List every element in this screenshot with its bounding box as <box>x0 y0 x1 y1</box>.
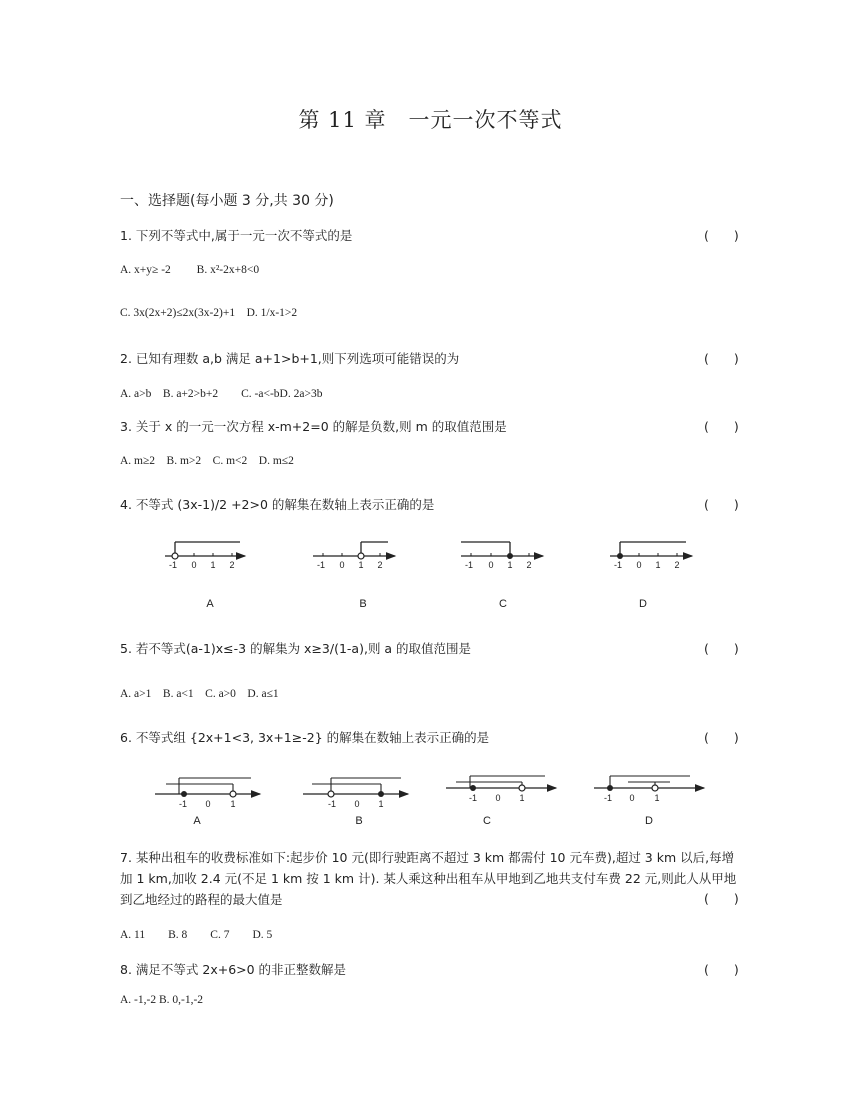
tick-label: 0 <box>205 799 211 809</box>
question-2-stem: 2. 已知有理数 a,b 满足 a+1>b+1,则下列选项可能错误的为 <box>120 351 460 366</box>
tick-label: 1 <box>210 560 216 570</box>
tick-label: 2 <box>229 560 235 570</box>
tick-label: 1 <box>358 560 364 570</box>
figure-label-a: A <box>206 598 214 610</box>
tick-label: 0 <box>629 793 635 803</box>
question-8-options: A. -1,-2 B. 0,-1,-2 <box>120 994 204 1006</box>
tick-label: -1 <box>316 560 326 570</box>
question-1-options-row2: C. 3x(2x+2)≤2x(3x-2)+1 D. 1/x-1>2 <box>120 307 298 319</box>
tick-label: 0 <box>354 799 360 809</box>
tick-label: 1 <box>519 793 525 803</box>
number-line-4b <box>313 542 395 570</box>
answer-paren-7: ( ) <box>704 891 739 906</box>
question-7-options: A. 11 B. 8 C. 7 D. 5 <box>120 929 273 941</box>
tick-label: 1 <box>507 560 513 570</box>
answer-paren-8: ( ) <box>704 962 739 977</box>
question-3-options: A. m≥2 B. m>2 C. m<2 D. m≤2 <box>120 455 294 467</box>
tick-label: 1 <box>230 799 236 809</box>
question-4-stem: 4. 不等式 (3x-1)/2 +2>0 的解集在数轴上表示正确的是 <box>120 497 435 512</box>
tick-label: 0 <box>339 560 345 570</box>
tick-label: -1 <box>464 560 474 570</box>
tick-label: 0 <box>191 560 197 570</box>
question-4-number-lines <box>0 530 861 620</box>
number-line-6c <box>446 776 556 803</box>
tick-label: 1 <box>378 799 384 809</box>
number-line-4c <box>461 542 543 570</box>
answer-paren-4: ( ) <box>704 497 739 512</box>
tick-label: 1 <box>655 560 661 570</box>
tick-label: 2 <box>526 560 532 570</box>
tick-label: 0 <box>636 560 642 570</box>
tick-label: -1 <box>468 793 478 803</box>
question-5-options: A. a>1 B. a<1 C. a>0 D. a≤1 <box>120 688 279 700</box>
question-2-options: A. a>b B. a+2>b+2 C. -a<-bD. 2a>3b <box>120 388 323 400</box>
question-3-stem: 3. 关于 x 的一元一次方程 x-m+2=0 的解是负数,则 m 的取值范围是 <box>120 419 507 434</box>
figure-label-b: B <box>355 815 363 827</box>
question-6-number-lines <box>0 766 861 830</box>
figure-label-b: B <box>359 598 367 610</box>
tick-label: 2 <box>674 560 680 570</box>
number-line-4d <box>610 542 692 570</box>
figure-label-c: C <box>483 815 491 827</box>
tick-label: -1 <box>327 799 337 809</box>
figure-label-d: D <box>645 815 653 827</box>
number-line-6d <box>594 776 704 803</box>
tick-label: 0 <box>495 793 501 803</box>
question-7-stem: 7. 某种出租车的收费标准如下:起步价 10 元(即行驶距离不超过 3 km 都需付 10 元车费),超过 3 km 以后,每增加 1 km,加收 2.4 元(不足 1 km 按 1 km 计). 某人乘这种出租车从甲地到乙地共支付车费 22 元,则此人从甲地到乙地经过的路程的最大值是 <box>120 850 737 907</box>
figure-label-a: A <box>193 815 201 827</box>
answer-paren-6: ( ) <box>704 730 739 745</box>
answer-paren-5: ( ) <box>704 641 739 656</box>
answer-paren-3: ( ) <box>704 419 739 434</box>
figure-label-d: D <box>639 598 647 610</box>
tick-label: 0 <box>488 560 494 570</box>
section-heading: 一、选择题(每小题 3 分,共 30 分) <box>120 193 334 209</box>
page-title: 第 11 章 一元一次不等式 <box>298 108 563 132</box>
question-1-stem: 1. 下列不等式中,属于一元一次不等式的是 <box>120 228 353 243</box>
question-1-options-row1: A. x+y≥ -2 B. x²-2x+8<0 <box>120 264 260 276</box>
tick-label: 1 <box>654 793 660 803</box>
question-5-stem: 5. 若不等式(a-1)x≤-3 的解集为 x≥3/(1-a),则 a 的取值范围是 <box>120 641 472 656</box>
question-8-stem: 8. 满足不等式 2x+6>0 的非正整数解是 <box>120 962 347 977</box>
tick-label: 2 <box>377 560 383 570</box>
number-line-4a <box>165 542 245 570</box>
answer-paren-2: ( ) <box>704 351 739 366</box>
tick-label: -1 <box>168 560 178 570</box>
number-line-6a <box>155 778 260 809</box>
figure-label-c: C <box>499 598 507 610</box>
question-6-stem: 6. 不等式组 {2x+1<3, 3x+1≥-2} 的解集在数轴上表示正确的是 <box>120 730 490 745</box>
tick-label: -1 <box>613 560 623 570</box>
tick-label: -1 <box>178 799 188 809</box>
answer-paren-1: ( ) <box>704 228 739 243</box>
number-line-6b <box>303 778 408 809</box>
tick-label: -1 <box>603 793 613 803</box>
